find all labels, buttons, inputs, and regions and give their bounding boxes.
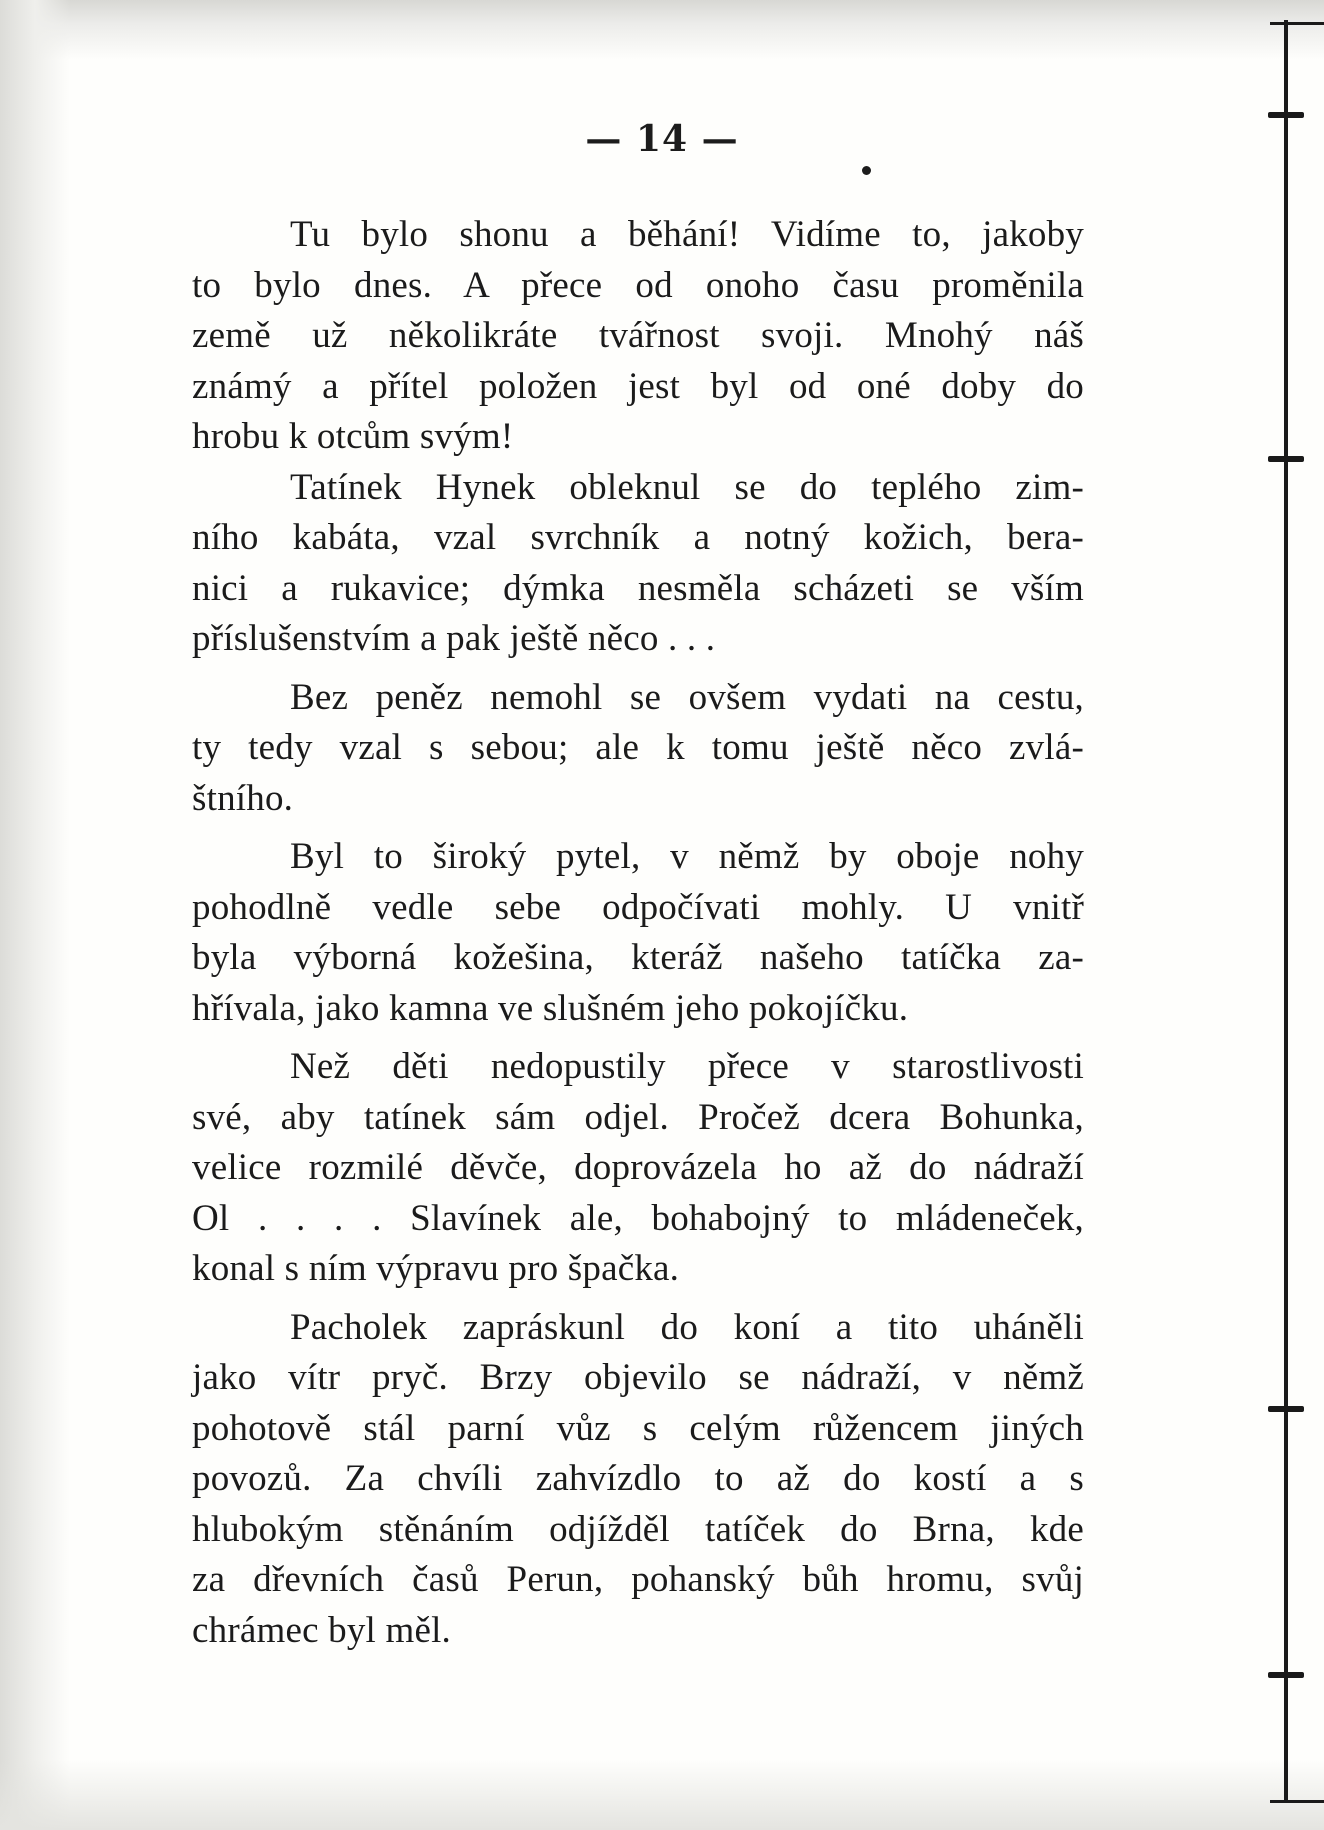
text-line: byla výborná kožešina, kteráž našeho tatíčka za-	[192, 937, 1084, 978]
paragraph	[192, 463, 1084, 665]
text-line: Tu bylo shonu a běhání! Vidíme to, jakoby	[290, 214, 1084, 255]
text-line: ního kabáta, vzal svrchník a notný kožich, bera-	[192, 517, 1084, 558]
binding-stitch-mark	[1268, 1406, 1304, 1412]
page-edge-top-mark	[1270, 22, 1324, 25]
scan-shadow-left	[0, 0, 70, 1830]
text-line: Ol . . . . Slavínek ale, bohabojný to mládeneček,	[192, 1197, 1084, 1239]
text-line: Pacholek zapráskunl do koní a tito uháněli	[290, 1306, 1084, 1348]
text-line: Než děti nedopustily přece v starostlivosti	[290, 1046, 1084, 1087]
text-line: pohotově stál parní vůz s celým růžencem jiných	[192, 1407, 1084, 1449]
text-line: ty tedy vzal s sebou; ale k tomu ještě něco zvlá-	[192, 727, 1084, 768]
text-line: známý a přítel položen jest byl od oné doby do	[192, 365, 1084, 407]
binding-stitch-mark	[1268, 1672, 1304, 1678]
scan-shadow-top	[0, 0, 1324, 60]
text-line: pohodlně vedle sebe odpočívati mohly. U vnitř	[192, 886, 1084, 928]
paragraph	[192, 832, 1084, 1034]
text-line: štního.	[192, 777, 294, 819]
paragraph	[192, 1303, 1084, 1657]
ink-dot	[862, 166, 871, 175]
page-edge-line	[1284, 20, 1288, 1800]
paragraph	[192, 1042, 1084, 1295]
text-line: velice rozmilé děvče, doprovázela ho až do nádraží	[192, 1147, 1084, 1188]
text-line: své, aby tatínek sám odjel. Pročež dcera Bohunka,	[192, 1096, 1084, 1138]
page-number: — 14 —	[585, 118, 739, 160]
binding-stitch-mark	[1268, 456, 1304, 462]
text-line: hlubokým stěnáním odjížděl tatíček do Brna, kde	[192, 1508, 1084, 1550]
text-line: Tatínek Hynek obleknul se do teplého zim-	[290, 466, 1084, 508]
text-line: Bez peněz nemohl se ovšem vydati na cestu,	[290, 676, 1084, 718]
paragraph	[192, 673, 1084, 825]
text-line: země už několikráte tvářnost svoji. Mnohý náš	[192, 315, 1084, 356]
text-line: za dřevních časů Perun, pohanský bůh hromu, svůj	[192, 1559, 1084, 1600]
text-line: hrobu k otcům svým!	[192, 416, 514, 457]
text-line: to bylo dnes. A přece od onoho času proměnila	[192, 264, 1084, 306]
page-edge-bottom-mark	[1270, 1800, 1324, 1803]
text-line: hřívala, jako kamna ve slušném jeho pokojíčku.	[192, 987, 909, 1029]
text-line: nici a rukavice; dýmka nesměla scházeti se vším	[192, 567, 1084, 609]
paragraph	[192, 210, 1084, 463]
scan-shadow-bottom	[0, 1760, 1324, 1830]
text-line: chrámec byl měl.	[192, 1609, 452, 1651]
text-line: povozů. Za chvíli zahvízdlo to až do kostí a s	[192, 1458, 1084, 1499]
text-line: jako vítr pryč. Brzy objevilo se nádraží, v němž	[192, 1357, 1084, 1398]
body-text	[192, 210, 1084, 1656]
text-line: Byl to široký pytel, v němž by oboje nohy	[290, 836, 1084, 877]
text-line: konal s ním výpravu pro špačka.	[192, 1248, 680, 1289]
text-line: příslušenstvím a pak ještě něco . . .	[192, 618, 716, 659]
